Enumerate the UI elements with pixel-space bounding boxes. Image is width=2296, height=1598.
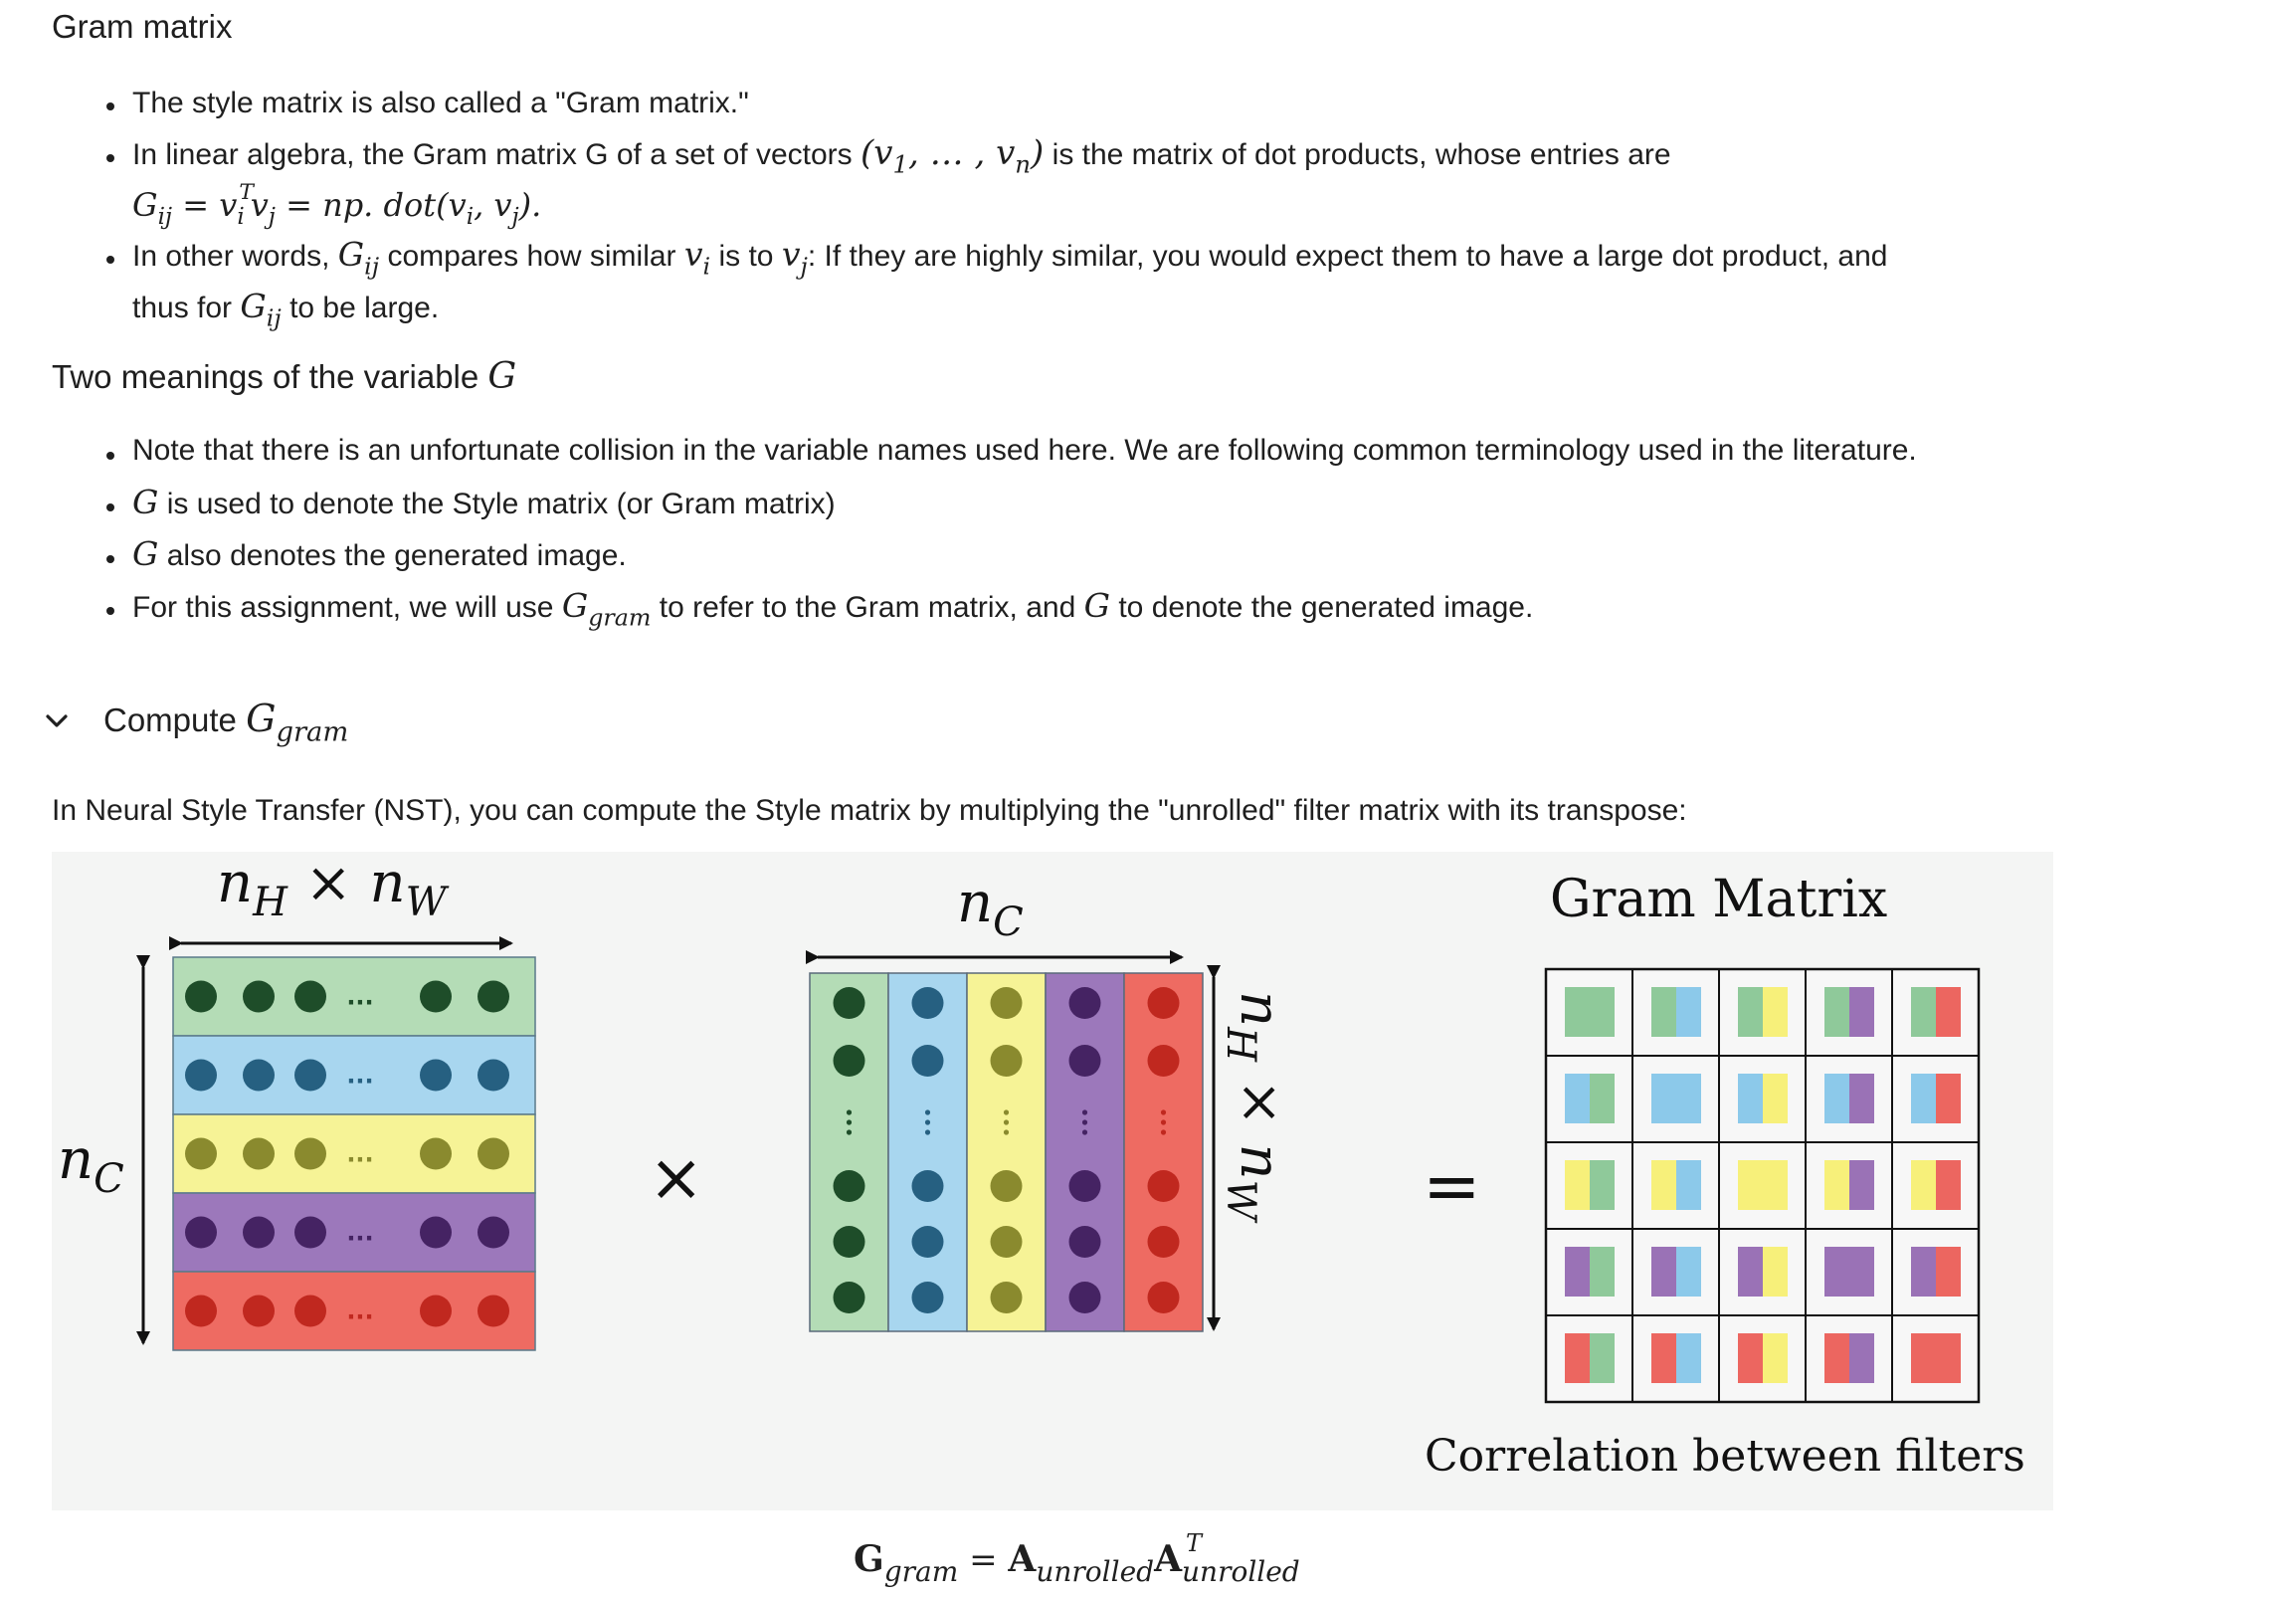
gram-swatch-left xyxy=(1911,1247,1937,1297)
transposed-ellipsis-dot xyxy=(1161,1129,1166,1134)
gram-swatch-right xyxy=(1590,1247,1615,1297)
unrolled-dot xyxy=(420,1296,452,1327)
gram-swatch-right xyxy=(1590,1160,1615,1210)
bullet-g-style-matrix: G is used to denote the Style matrix (or Gram matrix) xyxy=(132,483,836,521)
nst-intro-text: In Neural Style Transfer (NST), you can compute the Style matrix by multiplying the "unrolled" filter matrix with its transpose: xyxy=(52,794,1687,827)
gram-swatch-left xyxy=(1651,1160,1677,1210)
gram-swatch-left xyxy=(1824,1160,1850,1210)
transposed-dot xyxy=(1069,1170,1101,1202)
unrolled-dot xyxy=(243,1296,275,1327)
transposed-dot xyxy=(834,1282,865,1313)
gram-swatch-left xyxy=(1738,1074,1764,1123)
unrolled-dot xyxy=(243,1060,275,1092)
transposed-ellipsis-dot xyxy=(925,1129,930,1134)
gram-formula: $G_{gram} = A_{unrolled}A$ T $_{unrolled}$ xyxy=(854,1529,1300,1588)
gram-swatch-diagonal xyxy=(1651,1074,1701,1123)
unrolled-dot xyxy=(420,1060,452,1092)
unrolled-dot xyxy=(185,1138,217,1170)
gram-swatch-right xyxy=(1676,987,1701,1037)
bullet-gram-similarity-line2: thus for $G_{ij}$ to be large. xyxy=(132,287,440,332)
gram-swatch-right xyxy=(1936,987,1961,1037)
transposed-dot xyxy=(991,1282,1023,1313)
equals-symbol: = xyxy=(1423,1145,1481,1227)
section-heading-compute-gram[interactable]: Compute $G_{gram}$ xyxy=(103,697,349,748)
transposed-ellipsis-dot xyxy=(925,1109,930,1114)
transposed-dot xyxy=(1069,1282,1101,1313)
mid-side-label: $n_H \times n_W$ xyxy=(1218,991,1292,1221)
unrolled-dot xyxy=(243,1217,275,1249)
gram-swatch-diagonal xyxy=(1824,1247,1874,1297)
unrolled-dot xyxy=(420,1217,452,1249)
transposed-col-blue xyxy=(888,973,967,1331)
gram-swatch-right xyxy=(1849,1160,1874,1210)
transposed-ellipsis-dot xyxy=(1161,1119,1166,1124)
transposed-dot xyxy=(1148,1170,1180,1202)
gram-swatch-right xyxy=(1676,1247,1701,1297)
transposed-col-yellow xyxy=(967,973,1046,1331)
gram-matrix-caption: Correlation between filters xyxy=(1425,1431,2025,1482)
gram-swatch-left xyxy=(1651,987,1677,1037)
gram-swatch-right xyxy=(1676,1160,1701,1210)
bullet-g-generated-image: G also denotes the generated image. xyxy=(132,534,627,573)
transposed-ellipsis-dot xyxy=(847,1129,852,1134)
transposed-dot xyxy=(991,1170,1023,1202)
bullet-dot xyxy=(106,607,114,615)
transposed-dot xyxy=(834,1226,865,1258)
transposed-ellipsis-dot xyxy=(1004,1109,1009,1114)
gram-swatch-right xyxy=(1763,1074,1788,1123)
unrolled-dot xyxy=(478,1296,509,1327)
unrolled-dot xyxy=(294,1296,326,1327)
bullet-dot xyxy=(106,503,114,511)
transposed-dot xyxy=(912,1226,944,1258)
transposed-ellipsis-dot xyxy=(925,1119,930,1124)
unrolled-ellipsis: ... xyxy=(346,1139,374,1168)
gram-matrix-grid xyxy=(1546,969,1979,1402)
transposed-dot xyxy=(1069,987,1101,1019)
unrolled-ellipsis: ... xyxy=(346,1061,374,1090)
unrolled-dot xyxy=(185,1217,217,1249)
transposed-col-red xyxy=(1124,973,1203,1331)
transposed-dot xyxy=(834,1170,865,1202)
gram-swatch-left xyxy=(1565,1333,1591,1383)
gram-matrix-title: Gram Matrix xyxy=(1550,870,1888,929)
transposed-col-purple xyxy=(1046,973,1124,1331)
bullet-dot xyxy=(106,102,114,110)
mid-top-label: $n_C$ xyxy=(957,871,1024,945)
gram-swatch-right xyxy=(1763,1247,1788,1297)
gram-entry-equation: $G_{ij} = v$ T $_i$ $v_j$ = np. $dot(v_i$, $v_j$). xyxy=(132,180,542,231)
gram-swatch-left xyxy=(1651,1333,1677,1383)
transposed-ellipsis-dot xyxy=(1004,1129,1009,1134)
gram-swatch-diagonal xyxy=(1911,1333,1961,1383)
unrolled-ellipsis: ... xyxy=(346,1297,374,1325)
bullet-collision-note: Note that there is an unfortunate collision in the variable names used here. We are following common terminology used in the literature. xyxy=(132,434,1917,467)
transposed-dot xyxy=(1069,1045,1101,1077)
bullet-gram-definition: In linear algebra, the Gram matrix G of a set of vectors ($v_1$, … , $v_n$) is the matrix of dot products, whose entries are xyxy=(132,133,1671,179)
unrolled-dot xyxy=(294,1060,326,1092)
transposed-dot xyxy=(834,1045,865,1077)
unrolled-dot xyxy=(478,1138,509,1170)
unrolled-dot xyxy=(478,1217,509,1249)
transposed-dot xyxy=(991,987,1023,1019)
gram-swatch-left xyxy=(1824,987,1850,1037)
gram-matrix-figure xyxy=(52,852,2053,1510)
transposed-dot xyxy=(912,1170,944,1202)
bullet-gram-similarity: In other words, $G_{ij}$ compares how similar $v_i$ is to $v_j$: If they are highly similar, you would expect them to have a large dot product, and xyxy=(132,235,1888,281)
gram-swatch-left xyxy=(1738,987,1764,1037)
left-side-label: $n_C$ xyxy=(58,1127,124,1202)
transposed-dot xyxy=(1148,987,1180,1019)
bullet-dot xyxy=(106,256,114,264)
transposed-dot xyxy=(912,987,944,1019)
unrolled-matrix xyxy=(173,957,535,1350)
bullet-dot xyxy=(106,452,114,460)
times-symbol: × xyxy=(649,1139,704,1216)
unrolled-dot xyxy=(294,1217,326,1249)
gram-swatch-left xyxy=(1565,1074,1591,1123)
unrolled-dot xyxy=(478,981,509,1013)
gram-swatch-left xyxy=(1651,1247,1677,1297)
gram-swatch-left xyxy=(1565,1247,1591,1297)
transposed-dot xyxy=(912,1282,944,1313)
unrolled-dot xyxy=(478,1060,509,1092)
transposed-dot xyxy=(1069,1226,1101,1258)
transposed-ellipsis-dot xyxy=(1004,1119,1009,1124)
gram-swatch-left xyxy=(1824,1333,1850,1383)
gram-swatch-right xyxy=(1590,1074,1615,1123)
transposed-dot xyxy=(1148,1226,1180,1258)
section-heading-two-meanings: Two meanings of the variable G xyxy=(52,356,517,397)
gram-swatch-diagonal xyxy=(1565,987,1615,1037)
gram-swatch-right xyxy=(1936,1247,1961,1297)
gram-swatch-left xyxy=(1911,1160,1937,1210)
left-top-label: $n_H \times n_W$ xyxy=(217,852,447,925)
gram-swatch-left xyxy=(1738,1247,1764,1297)
transposed-ellipsis-dot xyxy=(847,1109,852,1114)
unrolled-dot xyxy=(420,1138,452,1170)
unrolled-dot xyxy=(185,1060,217,1092)
unrolled-dot xyxy=(185,1296,217,1327)
transposed-ellipsis-dot xyxy=(1082,1129,1087,1134)
unrolled-dot xyxy=(243,981,275,1013)
gram-swatch-right xyxy=(1936,1160,1961,1210)
gram-swatch-right xyxy=(1676,1333,1701,1383)
gram-swatch-right xyxy=(1849,1333,1874,1383)
unrolled-dot xyxy=(294,1138,326,1170)
gram-swatch-right xyxy=(1936,1074,1961,1123)
transposed-matrix xyxy=(810,973,1203,1331)
transposed-dot xyxy=(912,1045,944,1077)
transposed-col-green xyxy=(810,973,888,1331)
gram-swatch-diagonal xyxy=(1738,1160,1788,1210)
gram-swatch-left xyxy=(1738,1333,1764,1383)
gram-swatch-left xyxy=(1824,1074,1850,1123)
transposed-dot xyxy=(834,987,865,1019)
transposed-ellipsis-dot xyxy=(847,1119,852,1124)
collapse-chevron-icon[interactable] xyxy=(44,708,70,734)
bullet-gram-alias: The style matrix is also called a "Gram matrix." xyxy=(132,87,749,119)
transposed-dot xyxy=(1148,1282,1180,1313)
transposed-ellipsis-dot xyxy=(1082,1119,1087,1124)
gram-swatch-right xyxy=(1849,1074,1874,1123)
bullet-dot xyxy=(106,154,114,162)
transposed-ellipsis-dot xyxy=(1082,1109,1087,1114)
transposed-ellipsis-dot xyxy=(1161,1109,1166,1114)
unrolled-dot xyxy=(185,981,217,1013)
bullet-assignment-notation: For this assignment, we will use $G_{gram}$ to refer to the Gram matrix, and G to denote the generated image. xyxy=(132,586,1534,632)
bullet-dot xyxy=(106,555,114,563)
unrolled-dot xyxy=(294,981,326,1013)
gram-swatch-right xyxy=(1590,1333,1615,1383)
gram-matrix-diagram xyxy=(52,852,2053,1510)
section-heading-gram-matrix: Gram matrix xyxy=(52,8,233,45)
gram-swatch-right xyxy=(1763,987,1788,1037)
transposed-dot xyxy=(991,1226,1023,1258)
transposed-dot xyxy=(1148,1045,1180,1077)
unrolled-ellipsis: ... xyxy=(346,1218,374,1247)
unrolled-dot xyxy=(420,981,452,1013)
gram-swatch-left xyxy=(1565,1160,1591,1210)
unrolled-ellipsis: ... xyxy=(346,982,374,1011)
gram-swatch-left xyxy=(1911,1074,1937,1123)
gram-swatch-right xyxy=(1763,1333,1788,1383)
transposed-dot xyxy=(991,1045,1023,1077)
unrolled-dot xyxy=(243,1138,275,1170)
gram-swatch-left xyxy=(1911,987,1937,1037)
gram-swatch-right xyxy=(1849,987,1874,1037)
